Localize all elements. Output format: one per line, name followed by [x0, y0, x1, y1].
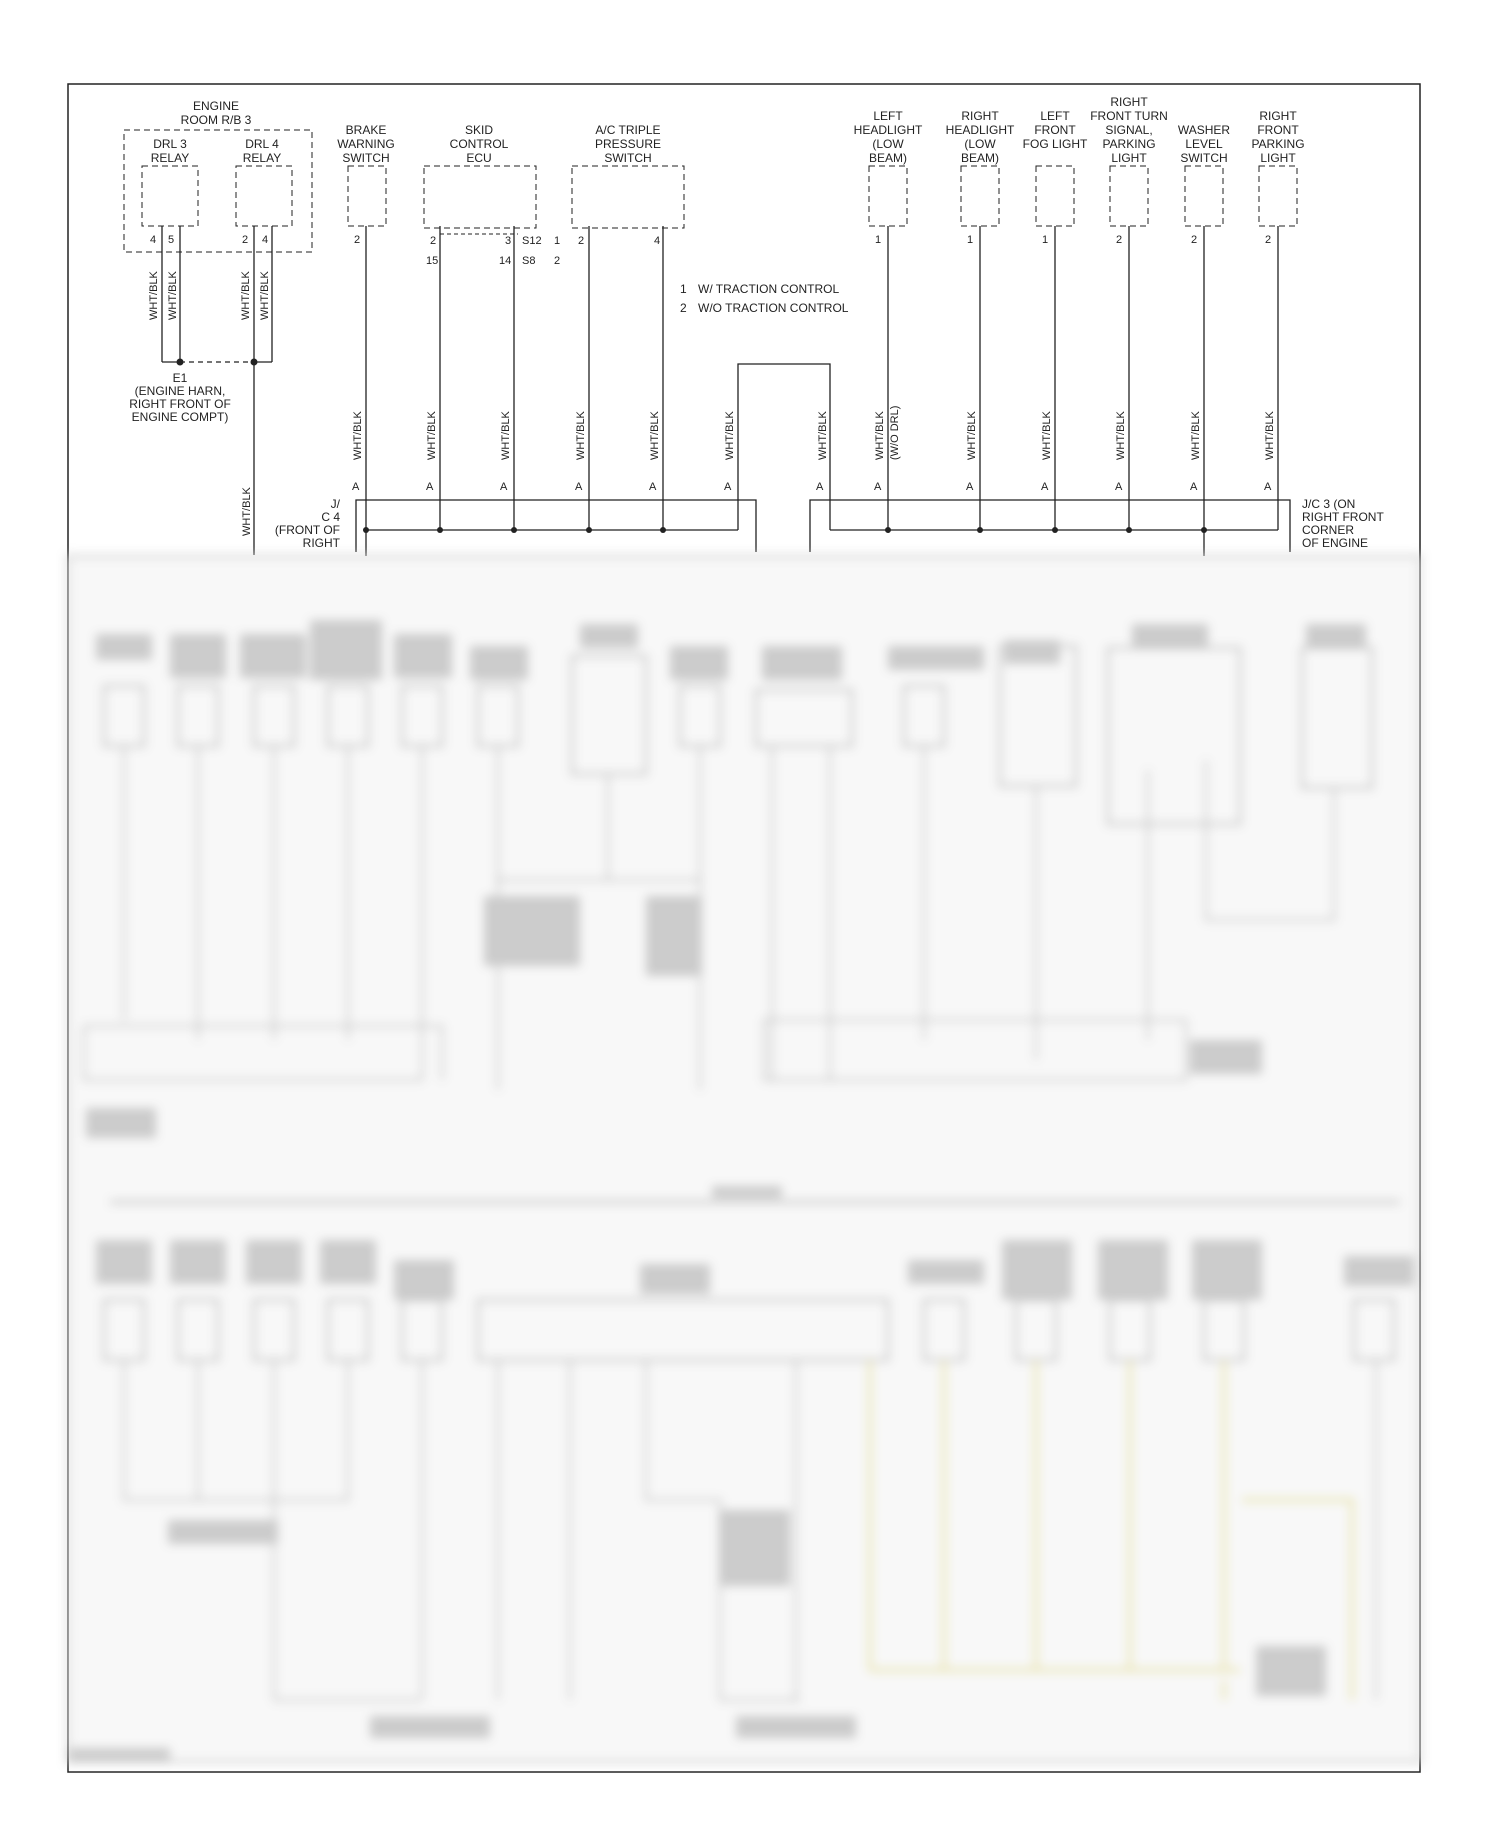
right-headlight	[946, 109, 1015, 246]
brake-label-line-2: WARNING	[337, 137, 395, 151]
jc3-node-3	[1052, 527, 1058, 533]
wire-label-lfog: WHT/BLK	[1041, 411, 1053, 460]
lhl-body	[869, 166, 907, 226]
jc3-label-line-4: OF ENGINE	[1302, 536, 1369, 550]
jc3-label-line-2: RIGHT FRONT	[1302, 510, 1384, 524]
relay-box-title-line-2: ROOM R/B 3	[180, 113, 252, 127]
skid-ecu-body	[424, 166, 536, 228]
skid-pin-s8: S8	[522, 255, 536, 267]
lfog-line-1: LEFT	[1040, 109, 1070, 123]
drl3-pin-4: 4	[150, 234, 157, 246]
wire-label-bridge-2: WHT/BLK	[817, 411, 829, 460]
skid-pin-14: 14	[499, 255, 512, 267]
lfog-line-3: FOG LIGHT	[1022, 137, 1088, 151]
pin-a-1: A	[352, 481, 360, 493]
jc3-label-line-1: J/C 3 (ON	[1302, 497, 1356, 511]
splice-e1-line-2: (ENGINE HARN,	[134, 384, 226, 398]
ac-label-line-2: PRESSURE	[594, 137, 662, 151]
legend-2-num: 2	[680, 301, 687, 315]
rpark-line-2: FRONT	[1257, 123, 1299, 137]
rpark-line-3: PARKING	[1251, 137, 1305, 151]
wire-label-brake: WHT/BLK	[352, 411, 364, 460]
wire-label-rhl: WHT/BLK	[966, 411, 978, 460]
drl3-wire-1-label: WHT/BLK	[148, 271, 160, 320]
skid-label-line-1: SKID	[464, 123, 494, 137]
rhl-line-4: BEAM)	[960, 151, 1000, 165]
jc4-label-line-3: (FRONT OF	[274, 523, 340, 537]
rpark-pin: 2	[1265, 234, 1272, 246]
top-section	[124, 95, 1384, 556]
ac-pin-4: 4	[654, 235, 661, 247]
skid-option-1: 1	[554, 235, 561, 247]
jc3-node-4	[1126, 527, 1132, 533]
wire-label-rpark: WHT/BLK	[1264, 411, 1276, 460]
brake-pin: 2	[354, 234, 361, 246]
splice-e1-line-1: E1	[172, 371, 188, 385]
drl4-label-line-2: RELAY	[242, 151, 282, 165]
rpark-line-4: LIGHT	[1260, 151, 1296, 165]
skid-label-line-3: ECU	[466, 151, 492, 165]
rturn-line-1: RIGHT	[1110, 95, 1148, 109]
jc4-label-line-2: C 4	[321, 510, 340, 524]
rpark-line-1: RIGHT	[1259, 109, 1297, 123]
connector-pin-letters	[352, 481, 1272, 493]
splice-e1-point	[177, 359, 184, 366]
drl4-wire-1-label: WHT/BLK	[240, 271, 252, 320]
brake-label-line-3: SWITCH	[342, 151, 390, 165]
left-headlight	[854, 109, 923, 246]
rturn-line-4: PARKING	[1102, 137, 1156, 151]
pin-a-13: A	[1264, 481, 1272, 493]
wire-label-washer: WHT/BLK	[1190, 411, 1202, 460]
pin-a-8: A	[874, 481, 882, 493]
rturn-line-3: SIGNAL,	[1105, 123, 1153, 137]
drl4-pin-2: 2	[242, 234, 249, 246]
brake-switch-body	[348, 166, 386, 226]
jc3-node-5	[1201, 527, 1207, 533]
jc3-node-2	[977, 527, 983, 533]
drl4-label-line-1: DRL 4	[245, 137, 279, 151]
option-legend	[680, 282, 849, 315]
right-front-parking-light	[1251, 109, 1304, 246]
drl4-relay	[236, 166, 292, 226]
rturn-body	[1110, 166, 1148, 226]
ac-pin-2: 2	[578, 235, 585, 247]
rhl-line-2: HEADLIGHT	[945, 123, 1015, 137]
skid-pin-2: 2	[430, 235, 437, 247]
washer-line-1: WASHER	[1177, 123, 1231, 137]
legend-2-text: W/O TRACTION CONTROL	[698, 301, 849, 315]
wire-labels	[352, 406, 1276, 460]
lhl-line-3: (LOW	[872, 137, 904, 151]
splice-e1-line-3: RIGHT FRONT OF	[129, 397, 231, 411]
left-front-fog-light	[1023, 109, 1088, 246]
drl3-label-line-1: DRL 3	[153, 137, 187, 151]
ground-wire-label: WHT/BLK	[241, 487, 253, 536]
rpark-body	[1259, 166, 1297, 226]
skid-pin-15: 15	[426, 255, 439, 267]
lhl-line-1: LEFT	[873, 109, 903, 123]
pin-a-4: A	[575, 481, 583, 493]
ac-switch-body	[572, 166, 684, 228]
lhl-line-4: BEAM)	[868, 151, 908, 165]
rhl-pin: 1	[967, 234, 974, 246]
obscured-lower-section	[68, 556, 1420, 1762]
lfog-pin: 1	[1042, 234, 1049, 246]
rturn-pin: 2	[1116, 234, 1123, 246]
skid-control-ecu	[424, 123, 560, 267]
lfog-body	[1036, 166, 1074, 226]
jc4-body	[356, 500, 756, 552]
washer-pin: 2	[1191, 234, 1198, 246]
pin-a-12: A	[1190, 481, 1198, 493]
wire-label-wodrl: (W/O DRL)	[889, 405, 901, 460]
pin-a-2: A	[426, 481, 434, 493]
splice-e1-line-4: ENGINE COMPT)	[131, 410, 229, 424]
drl4-wire-2-label: WHT/BLK	[259, 271, 271, 320]
legend-1-num: 1	[680, 282, 687, 296]
right-front-turn-signal	[1090, 95, 1168, 246]
rhl-line-3: (LOW	[964, 137, 996, 151]
rturn-line-5: LIGHT	[1111, 151, 1147, 165]
pin-a-10: A	[1041, 481, 1049, 493]
washer-line-2: LEVEL	[1185, 137, 1223, 151]
legend-1-text: W/ TRACTION CONTROL	[698, 282, 840, 296]
pin-a-3: A	[500, 481, 508, 493]
washer-line-3: SWITCH	[1180, 151, 1228, 165]
ac-label-line-3: SWITCH	[604, 151, 652, 165]
jc4-label-line-4: RIGHT	[302, 536, 340, 550]
jc4-label-line-1: J/	[330, 497, 340, 511]
wire-label-skid-2: WHT/BLK	[500, 411, 512, 460]
lfog-line-2: FRONT	[1034, 123, 1076, 137]
lhl-pin: 1	[875, 234, 882, 246]
wire-label-lhl: WHT/BLK	[874, 411, 886, 460]
wire-label-skid-1: WHT/BLK	[426, 411, 438, 460]
pin-a-5: A	[649, 481, 657, 493]
drl3-relay	[142, 166, 198, 226]
drl4-pin-4: 4	[262, 234, 269, 246]
jc4-drops	[366, 498, 738, 530]
pin-a-7: A	[816, 481, 824, 493]
wire-label-bridge-1: WHT/BLK	[724, 411, 736, 460]
jc3-body	[810, 500, 1290, 552]
pin-a-6: A	[724, 481, 732, 493]
wire-label-ac-1: WHT/BLK	[575, 411, 587, 460]
skid-label-line-2: CONTROL	[449, 137, 509, 151]
drl3-pin-5: 5	[168, 234, 175, 246]
jc3-drops	[830, 498, 1278, 530]
ac-label-line-1: A/C TRIPLE	[595, 123, 661, 137]
rturn-line-2: FRONT TURN	[1090, 109, 1168, 123]
drl3-label-line-2: RELAY	[150, 151, 190, 165]
wire-label-rturn: WHT/BLK	[1115, 411, 1127, 460]
washer-body	[1185, 166, 1223, 226]
drl3-wire-2-label: WHT/BLK	[167, 271, 179, 320]
faint-divider-caption	[712, 1186, 782, 1198]
junction-connector-jc4	[275, 497, 756, 556]
jc3-label-line-3: CORNER	[1302, 523, 1355, 537]
rhl-line-1: RIGHT	[961, 109, 999, 123]
brake-label-line-1: BRAKE	[345, 123, 387, 137]
junction-connector-jc3	[810, 497, 1384, 556]
relay-box-title-line-1: ENGINE	[192, 99, 240, 113]
engine-room-relay-box	[124, 99, 312, 555]
jc3-node-1	[885, 527, 891, 533]
rhl-body	[961, 166, 999, 226]
skid-pin-3: 3	[505, 235, 512, 247]
pin-a-9: A	[966, 481, 974, 493]
skid-pin-s12: S12	[522, 235, 542, 247]
skid-option-2: 2	[554, 255, 561, 267]
pin-a-11: A	[1115, 481, 1123, 493]
wire-label-ac-2: WHT/BLK	[649, 411, 661, 460]
lhl-line-2: HEADLIGHT	[853, 123, 923, 137]
